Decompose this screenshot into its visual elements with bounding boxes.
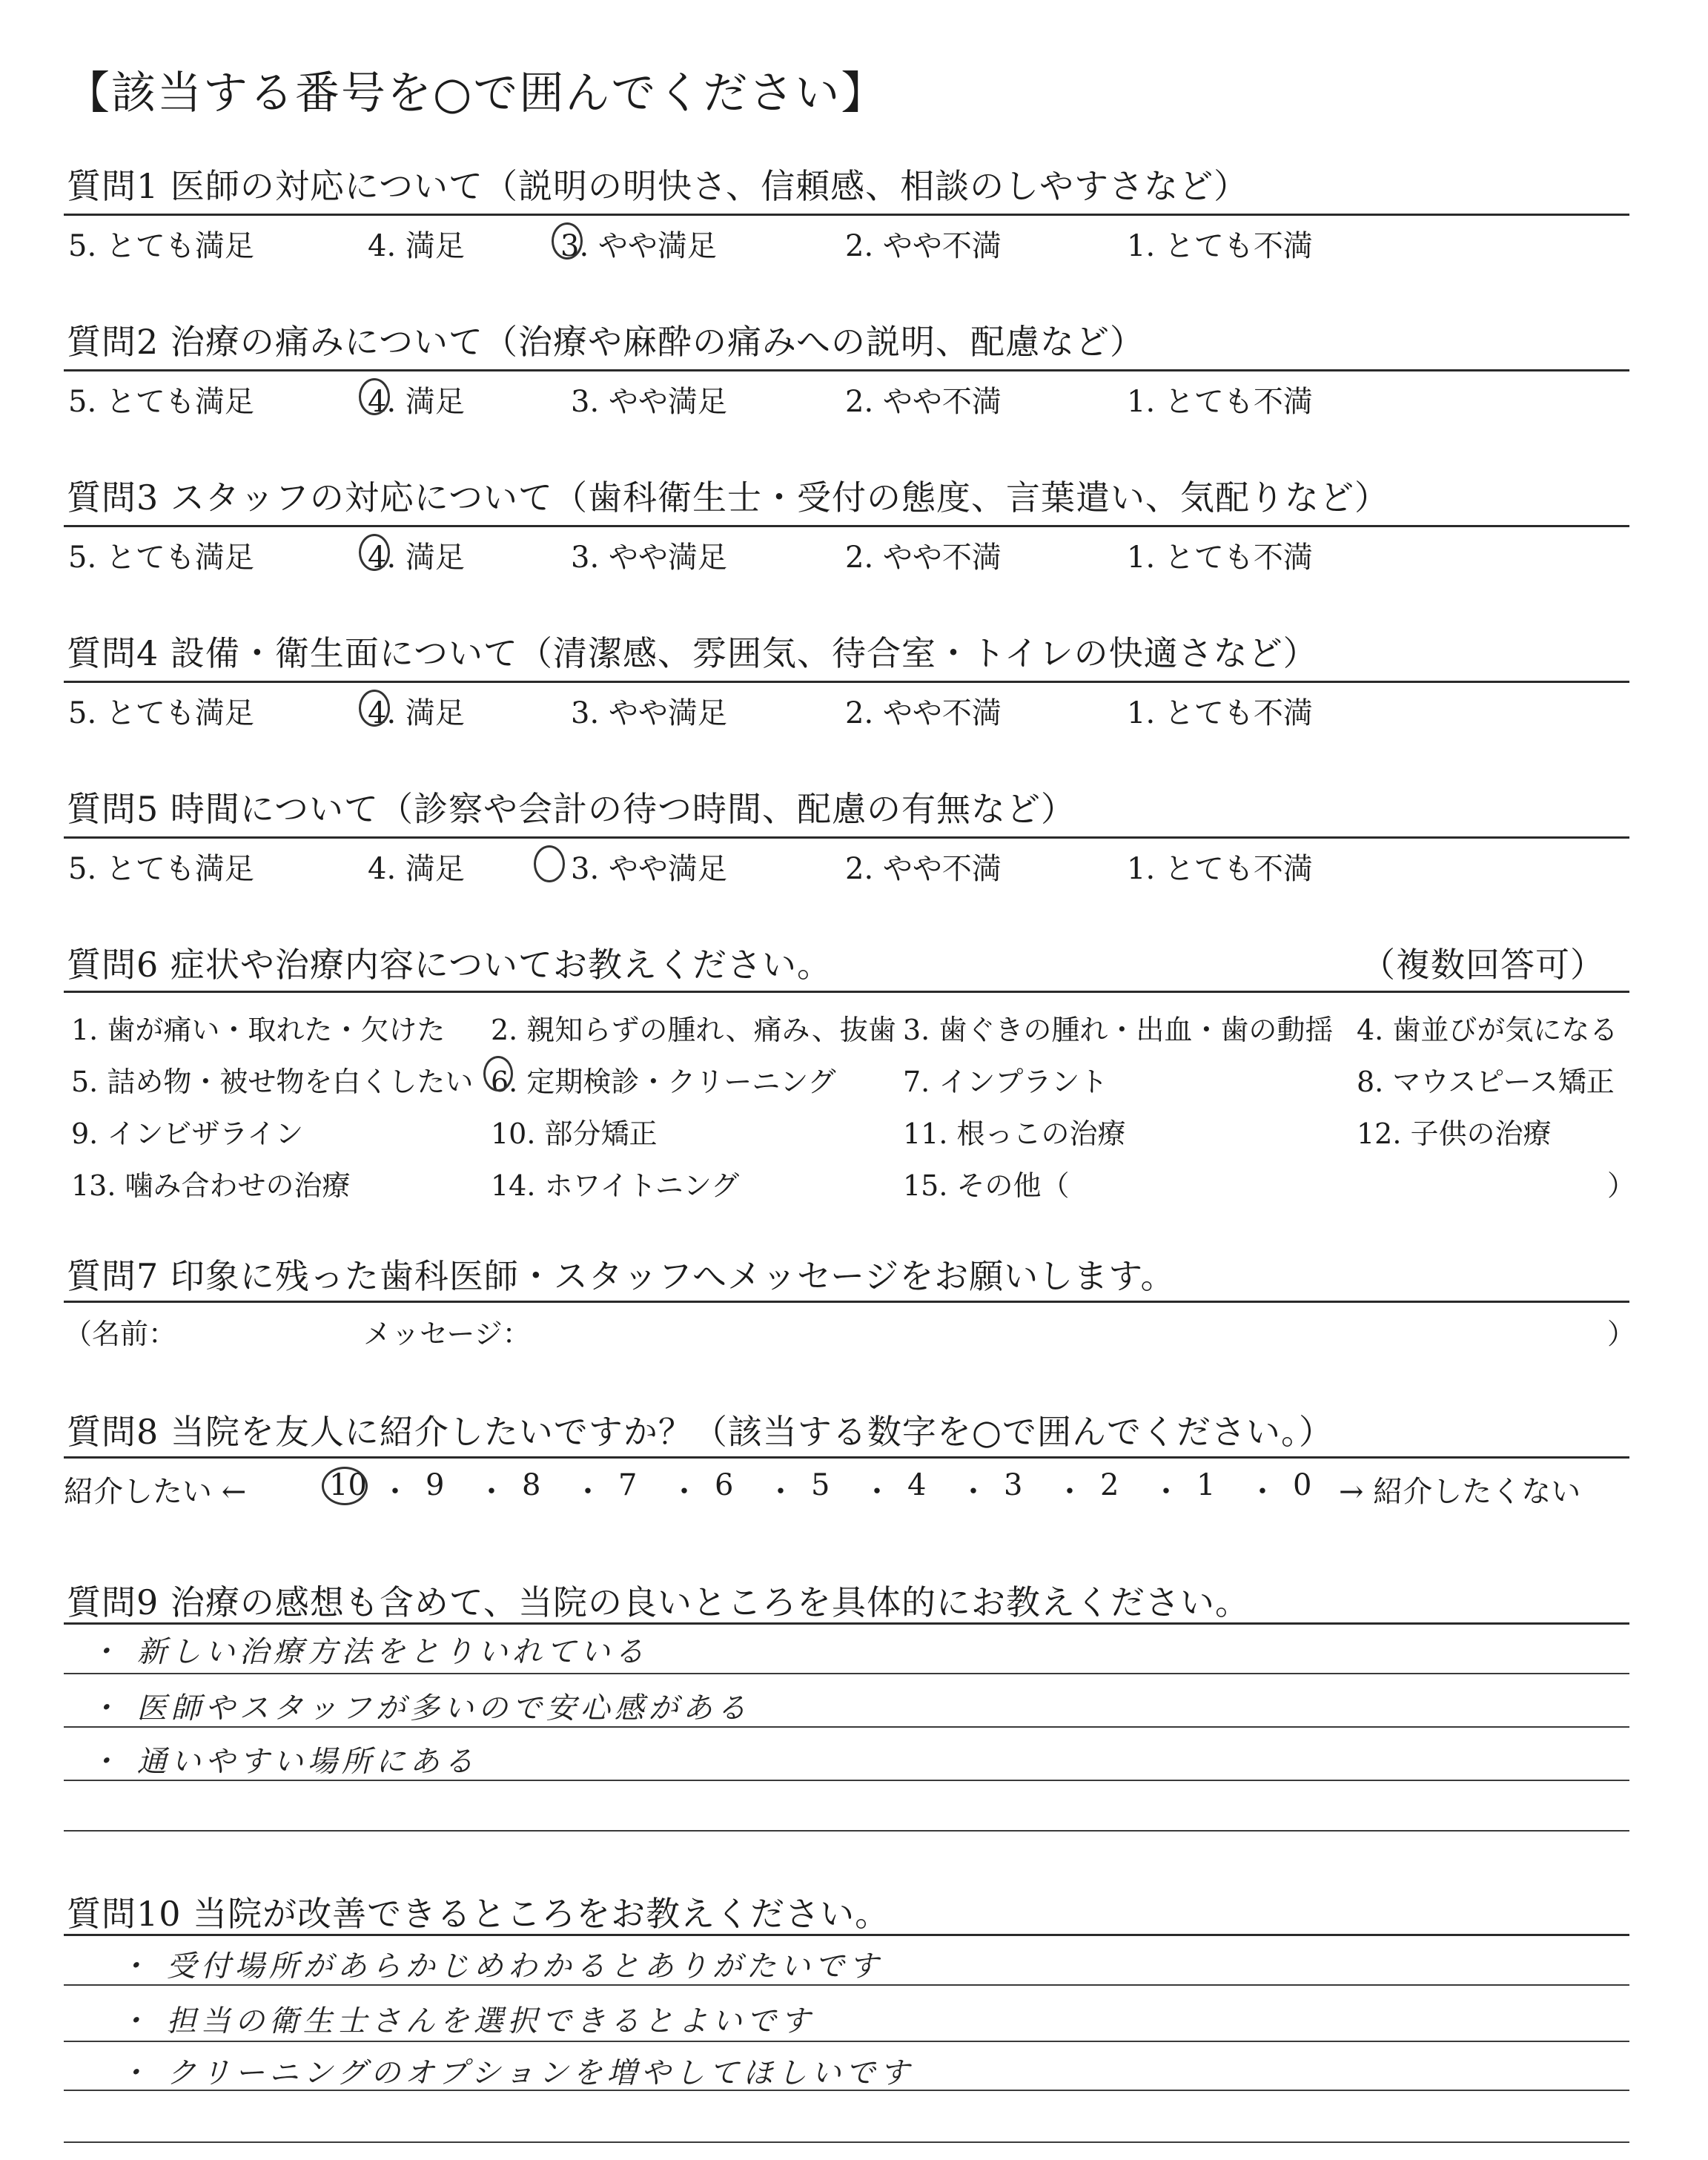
q8-scale-separator: ・ bbox=[573, 1475, 603, 1509]
q8-scale-option-1[interactable]: 1 bbox=[1196, 1468, 1216, 1502]
question-3-label: 質問3 スタッフの対応について（歯科衛生士・受付の態度、言葉遣い、気配りなど） bbox=[67, 478, 1389, 518]
q9-line-1 bbox=[64, 1673, 1629, 1674]
q1-option-5[interactable]: 5. とても満足 bbox=[68, 229, 254, 263]
question-1-rule bbox=[64, 214, 1629, 216]
q2-option-1[interactable]: 1. とても不満 bbox=[1127, 385, 1313, 419]
q4-selection-circle bbox=[359, 690, 390, 727]
question-6-note: （複数回答可） bbox=[1361, 945, 1605, 985]
q4-option-4[interactable]: 4. 満足 bbox=[368, 696, 465, 730]
q8-scale-separator: ・ bbox=[862, 1475, 892, 1509]
q1-option-4[interactable]: 4. 満足 bbox=[368, 229, 465, 263]
question-1-label: 質問1 医師の対応について（説明の明快さ、信頼感、相談のしやすさなど） bbox=[67, 166, 1249, 206]
q4-option-3[interactable]: 3. やや満足 bbox=[571, 696, 727, 730]
q1-option-2[interactable]: 2. やや不満 bbox=[845, 229, 1002, 263]
q4-option-2[interactable]: 2. やや不満 bbox=[845, 696, 1002, 730]
q8-scale-separator: ・ bbox=[1055, 1475, 1085, 1509]
q10-line-4 bbox=[64, 2141, 1629, 2143]
q1-option-3[interactable]: 3. やや満足 bbox=[560, 229, 717, 263]
q5-selection-circle bbox=[534, 845, 565, 882]
q2-option-4[interactable]: 4. 満足 bbox=[368, 385, 465, 419]
question-3-rule bbox=[64, 525, 1629, 527]
question-4-rule bbox=[64, 681, 1629, 683]
q10-answer-2: ・ 担当の衛生士さんを選択できるとよいです bbox=[119, 2004, 815, 2038]
q6-item-15[interactable]: 15. その他（ bbox=[903, 1169, 1070, 1202]
q8-right-label: → 紹介したくない bbox=[1339, 1475, 1581, 1509]
q1-option-1[interactable]: 1. とても不満 bbox=[1127, 229, 1313, 263]
q3-option-2[interactable]: 2. やや不満 bbox=[845, 541, 1002, 575]
q2-option-2[interactable]: 2. やや不満 bbox=[845, 385, 1002, 419]
q4-option-5[interactable]: 5. とても満足 bbox=[68, 696, 254, 730]
q8-scale-separator: ・ bbox=[959, 1475, 988, 1509]
q3-option-3[interactable]: 3. やや満足 bbox=[571, 541, 727, 575]
q1-selection-circle bbox=[552, 222, 583, 260]
q2-option-5[interactable]: 5. とても満足 bbox=[68, 385, 254, 419]
q3-selection-circle bbox=[359, 534, 390, 571]
q5-option-3[interactable]: 3. やや満足 bbox=[571, 852, 727, 886]
q8-scale-option-3[interactable]: 3 bbox=[1004, 1468, 1023, 1502]
q8-scale-separator: ・ bbox=[477, 1475, 506, 1509]
question-7-label: 質問7 印象に残った歯科医師・スタッフへメッセージをお願いします。 bbox=[67, 1256, 1176, 1296]
q6-item-3[interactable]: 3. 歯ぐきの腫れ・出血・歯の動揺 bbox=[903, 1014, 1334, 1046]
question-2-label: 質問2 治療の痛みについて（治療や麻酔の痛みへの説明、配慮など） bbox=[67, 322, 1145, 362]
q6-other-close-paren: ） bbox=[1607, 1169, 1636, 1202]
q9-answer-1: ・ 新しい治療方法をとりいれている bbox=[89, 1635, 649, 1669]
question-10-rule bbox=[64, 1934, 1629, 1936]
q8-left-label: 紹介したい ← bbox=[64, 1475, 247, 1509]
question-8-label: 質問8 当院を友人に紹介したいですか？（該当する数字を○で囲んでください。） bbox=[67, 1412, 1334, 1452]
q3-option-4[interactable]: 4. 満足 bbox=[368, 541, 465, 575]
q9-line-4 bbox=[64, 1830, 1629, 1832]
q6-item-13[interactable]: 13. 噛み合わせの治療 bbox=[71, 1169, 351, 1202]
q8-scale-separator: ・ bbox=[1248, 1475, 1277, 1509]
q5-option-4[interactable]: 4. 満足 bbox=[368, 852, 465, 886]
q5-option-2[interactable]: 2. やや不満 bbox=[845, 852, 1002, 886]
q7-message-label: メッセージ： bbox=[363, 1318, 531, 1350]
q2-option-3[interactable]: 3. やや満足 bbox=[571, 385, 727, 419]
q4-option-1[interactable]: 1. とても不満 bbox=[1127, 696, 1313, 730]
q6-item-7[interactable]: 7. インプラント bbox=[903, 1066, 1108, 1098]
q8-scale-separator: ・ bbox=[669, 1475, 699, 1509]
question-5-rule bbox=[64, 836, 1629, 839]
question-10-label: 質問10 当院が改善できるところをお教えください。 bbox=[67, 1894, 890, 1934]
q8-scale-option-4[interactable]: 4 bbox=[907, 1468, 927, 1502]
q6-item-9[interactable]: 9. インビザライン bbox=[71, 1117, 304, 1150]
question-9-label: 質問9 治療の感想も含めて、当院の良いところを具体的にお教えください。 bbox=[67, 1582, 1250, 1622]
q10-answer-1: ・ 受付場所があらかじめわかるとありがたいです bbox=[119, 1949, 883, 1984]
q8-scale-separator: ・ bbox=[1151, 1475, 1181, 1509]
question-5-label: 質問5 時間について（診察や会計の待つ時間、配慮の有無など） bbox=[67, 789, 1076, 829]
q8-scale-option-10[interactable]: 10 bbox=[329, 1468, 367, 1502]
q8-scale-option-7[interactable]: 7 bbox=[618, 1468, 638, 1502]
q8-scale-option-0[interactable]: 0 bbox=[1293, 1468, 1312, 1502]
q3-option-1[interactable]: 1. とても不満 bbox=[1127, 541, 1313, 575]
question-6-label: 質問6 症状や治療内容についてお教えください。 bbox=[67, 945, 832, 985]
q5-option-5[interactable]: 5. とても満足 bbox=[68, 852, 254, 886]
q8-scale-option-6[interactable]: 6 bbox=[715, 1468, 734, 1502]
question-6-rule bbox=[64, 991, 1629, 993]
q3-option-5[interactable]: 5. とても満足 bbox=[68, 541, 254, 575]
q8-selection-circle bbox=[322, 1467, 368, 1505]
question-8-rule bbox=[64, 1456, 1629, 1459]
q8-scale-option-8[interactable]: 8 bbox=[522, 1468, 541, 1502]
form-title: 【該当する番号を○で囲んでください】 bbox=[65, 67, 887, 119]
q6-item-11[interactable]: 11. 根っこの治療 bbox=[903, 1117, 1126, 1150]
question-9-rule bbox=[64, 1622, 1629, 1625]
q10-line-2 bbox=[64, 2041, 1629, 2042]
q6-item-5[interactable]: 5. 詰め物・被せ物を白くしたい bbox=[71, 1066, 474, 1098]
q8-scale-option-2[interactable]: 2 bbox=[1100, 1468, 1119, 1502]
q8-scale-option-5[interactable]: 5 bbox=[811, 1468, 830, 1502]
q8-scale-separator: ・ bbox=[380, 1475, 410, 1509]
question-7-rule bbox=[64, 1301, 1629, 1303]
q9-answer-2: ・ 医師やスタッフが多いので安心感がある bbox=[89, 1691, 751, 1725]
q6-item-2[interactable]: 2. 親知らずの腫れ、痛み、抜歯 bbox=[491, 1014, 896, 1046]
q6-selection-circle bbox=[483, 1056, 513, 1091]
q6-item-14[interactable]: 14. ホワイトニング bbox=[491, 1169, 740, 1202]
q6-item-1[interactable]: 1. 歯が痛い・取れた・欠けた bbox=[71, 1014, 446, 1046]
q7-close-paren: ） bbox=[1607, 1318, 1636, 1350]
q5-option-1[interactable]: 1. とても不満 bbox=[1127, 852, 1313, 886]
q9-answer-3: ・ 通いやすい場所にある bbox=[89, 1745, 478, 1779]
q8-scale-separator: ・ bbox=[766, 1475, 795, 1509]
q6-item-8[interactable]: 8. マウスピース矯正 bbox=[1357, 1066, 1615, 1098]
q6-item-12[interactable]: 12. 子供の治療 bbox=[1357, 1117, 1552, 1150]
question-4-label: 質問4 設備・衛生面について（清潔感、雰囲気、待合室・トイレの快適さなど） bbox=[67, 633, 1318, 673]
q6-item-10[interactable]: 10. 部分矯正 bbox=[491, 1117, 658, 1150]
q2-selection-circle bbox=[359, 378, 390, 415]
q6-item-6[interactable]: 6. 定期検診・クリーニング bbox=[491, 1066, 836, 1098]
q10-answer-3: ・ クリーニングのオプションを増やしてほしいです bbox=[119, 2056, 914, 2090]
q7-name-label: （名前： bbox=[64, 1318, 177, 1350]
question-2-rule bbox=[64, 369, 1629, 371]
q6-item-4[interactable]: 4. 歯並びが気になる bbox=[1357, 1014, 1618, 1046]
q8-scale-option-9[interactable]: 9 bbox=[426, 1468, 445, 1502]
